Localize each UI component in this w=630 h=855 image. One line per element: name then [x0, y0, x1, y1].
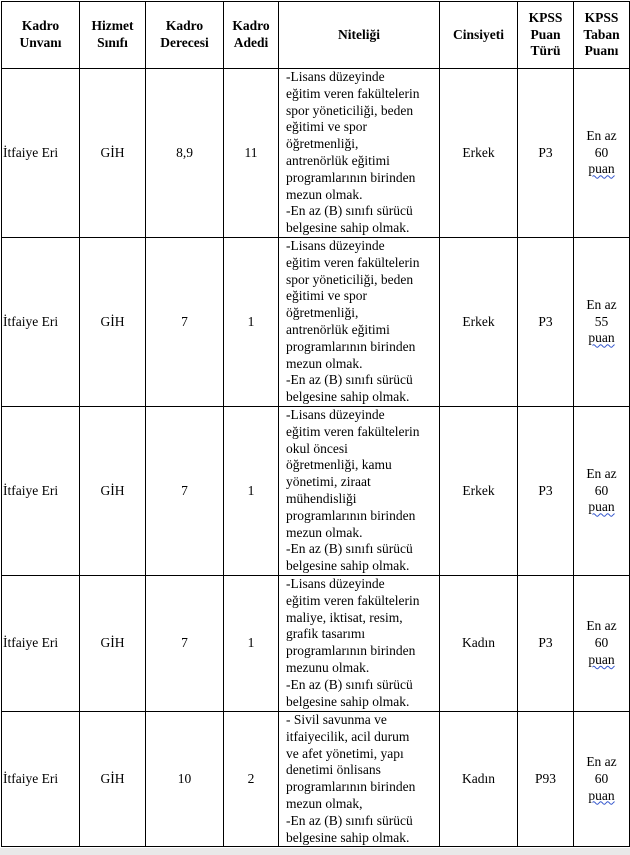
- cell-niteligi: -Lisans düzeyinde eğitim veren fakültelerin spor yöneticiliği, beden eğitimi ve spor öğretmenliği, antrenörlük eğitimi programlarının birinden mezun olmak. -En az (B) sınıfı sürücü belgesine sahip olmak.: [279, 69, 440, 238]
- cell-kadro-adedi: 1: [224, 238, 279, 407]
- min-score-suffix: puan: [588, 161, 615, 177]
- cell-kpss-taban-puani: [574, 69, 630, 238]
- table-row: [2, 576, 630, 712]
- cell-niteligi: -Lisans düzeyinde eğitim veren fakültelerin maliye, iktisat, resim, grafik tasarımı programlarının birinden mezunu olmak. -En az (B) sınıfı sürücü belgesine sahip olmak.: [279, 576, 440, 712]
- table-row: [2, 238, 630, 407]
- cell-kadro-derecesi: 7: [146, 238, 224, 407]
- min-score-value: 60: [594, 770, 609, 786]
- cell-niteligi: -Lisans düzeyinde eğitim veren fakültelerin okul öncesi öğretmenliği, kamu yönetimi, ziraat mühendisliği programlarının birinden mezun olmak. -En az (B) sınıfı sürücü belgesine sahip olmak.: [279, 407, 440, 576]
- page-bottom-edge: [0, 848, 630, 855]
- table-row: [2, 69, 630, 238]
- cell-hizmet-sinifi: GİH: [80, 238, 146, 407]
- min-score-suffix: puan: [588, 787, 615, 803]
- min-score-prefix: En az: [586, 465, 617, 481]
- min-score-prefix: En az: [586, 618, 617, 634]
- cell-kadro-adedi: 1: [224, 407, 279, 576]
- cell-kadro-adedi: 2: [224, 712, 279, 847]
- cell-kadro-unvani: İtfaiye Eri: [2, 407, 80, 576]
- header-kpss-puan-turu: KPSS Puan Türü: [518, 2, 574, 69]
- cell-cinsiyeti: Kadın: [440, 576, 518, 712]
- min-score-suffix: puan: [588, 499, 615, 515]
- header-hizmet-sinifi: Hizmet Sınıfı: [80, 2, 146, 69]
- header-kadro-derecesi: Kadro Derecesi: [146, 2, 224, 69]
- min-score-prefix: En az: [586, 296, 617, 312]
- cell-kadro-unvani: İtfaiye Eri: [2, 712, 80, 847]
- cell-kpss-taban-puani: [574, 576, 630, 712]
- header-cinsiyeti: Cinsiyeti: [440, 2, 518, 69]
- cell-kadro-unvani: İtfaiye Eri: [2, 238, 80, 407]
- cell-hizmet-sinifi: GİH: [80, 576, 146, 712]
- cell-cinsiyeti: Erkek: [440, 238, 518, 407]
- header-kadro-adedi: Kadro Adedi: [224, 2, 279, 69]
- cell-cinsiyeti: Erkek: [440, 69, 518, 238]
- cell-kpss-taban-puani: [574, 238, 630, 407]
- cell-kadro-unvani: İtfaiye Eri: [2, 576, 80, 712]
- cell-kadro-derecesi: 10: [146, 712, 224, 847]
- cell-cinsiyeti: Kadın: [440, 712, 518, 847]
- header-niteligi: Niteliği: [279, 2, 440, 69]
- table-row: [2, 712, 630, 847]
- min-score-prefix: En az: [586, 127, 617, 143]
- cell-kpss-puan-turu: P3: [518, 238, 574, 407]
- cell-niteligi: -Lisans düzeyinde eğitim veren fakültelerin spor yöneticiliği, beden eğitimi ve spor öğretmenliği, antrenörlük eğitimi programlarının birinden mezun olmak. -En az (B) sınıfı sürücü belgesine sahip olmak.: [279, 238, 440, 407]
- cell-kpss-taban-puani: [574, 712, 630, 847]
- cell-niteligi: - Sivil savunma ve itfaiyecilik, acil durum ve afet yönetimi, yapı denetimi önlisans programlarının birinden mezun olmak, -En az (B) sınıfı sürücü belgesine sahip olmak.: [279, 712, 440, 847]
- min-score-value: 60: [594, 482, 609, 498]
- job-positions-table: [1, 1, 630, 847]
- header-kadro-unvani: Kadro Unvanı: [2, 2, 80, 69]
- header-kpss-taban-puani: KPSS Taban Puanı: [574, 2, 630, 69]
- cell-hizmet-sinifi: GİH: [80, 69, 146, 238]
- cell-kadro-derecesi: 8,9: [146, 69, 224, 238]
- cell-kpss-puan-turu: P3: [518, 69, 574, 238]
- cell-kpss-taban-puani: [574, 407, 630, 576]
- min-score-suffix: puan: [588, 330, 615, 346]
- cell-kpss-puan-turu: P93: [518, 712, 574, 847]
- min-score-suffix: puan: [588, 651, 615, 667]
- min-score-value: 60: [594, 635, 609, 651]
- table-row: [2, 407, 630, 576]
- min-score-prefix: En az: [586, 753, 617, 769]
- min-score-value: 55: [594, 313, 609, 329]
- cell-kpss-puan-turu: P3: [518, 576, 574, 712]
- cell-hizmet-sinifi: GİH: [80, 407, 146, 576]
- cell-kadro-derecesi: 7: [146, 576, 224, 712]
- cell-kpss-puan-turu: P3: [518, 407, 574, 576]
- cell-cinsiyeti: Erkek: [440, 407, 518, 576]
- header-row: [2, 2, 630, 69]
- cell-kadro-unvani: İtfaiye Eri: [2, 69, 80, 238]
- min-score-value: 60: [594, 144, 609, 160]
- cell-kadro-adedi: 1: [224, 576, 279, 712]
- cell-kadro-adedi: 11: [224, 69, 279, 238]
- cell-kadro-derecesi: 7: [146, 407, 224, 576]
- cell-hizmet-sinifi: GİH: [80, 712, 146, 847]
